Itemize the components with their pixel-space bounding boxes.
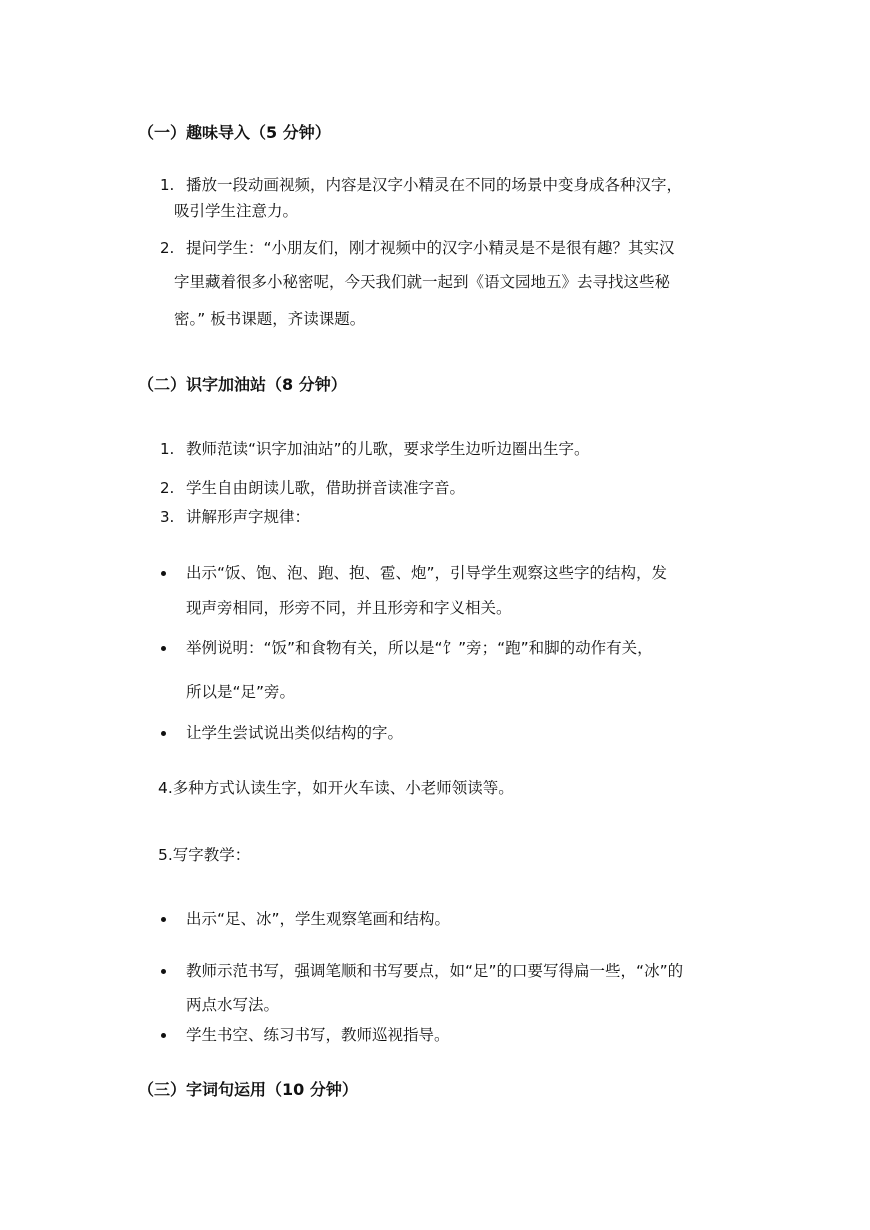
- item-text-line: 字里藏着很多小秘密呢，今天我们就一起到《语文园地五》去寻找这些秘: [174, 273, 671, 291]
- bullet-text-line: 出示“足、冰”，学生观察笔画和结构。: [186, 910, 451, 928]
- item-number: 2.: [160, 239, 175, 257]
- bullet-dot: [161, 969, 166, 974]
- bullet-dot: [161, 571, 166, 576]
- bullet-dot: [161, 917, 166, 922]
- item-text-line: 密。” 板书课题，齐读课题。: [174, 310, 366, 328]
- bullet-text-line: 举例说明：“饭”和食物有关，所以是“饣”旁；“跑”和脚的动作有关，: [186, 639, 653, 657]
- bullet-dot: [161, 731, 166, 736]
- item-text-line: 吸引学生注意力。: [174, 202, 299, 220]
- item-text-line: 播放一段动画视频，内容是汉字小精灵在不同的场景中变身成各种汉字，: [186, 176, 683, 194]
- item-number: 1.: [160, 176, 175, 194]
- item-number: 3.: [160, 508, 175, 526]
- bullet-text-line: 出示“饭、饱、泡、跑、抱、雹、炮”，引导学生观察这些字的结构，发: [186, 564, 668, 582]
- item-5-text: 5.写字教学：: [158, 846, 251, 864]
- item-number: 1.: [160, 440, 175, 458]
- section-heading-2: （二）识字加油站（8 分钟）: [138, 375, 347, 394]
- item-text-line: 提问学生：“小朋友们，刚才视频中的汉字小精灵是不是很有趣？其实汉: [186, 239, 675, 257]
- section-heading-1: （一）趣味导入（5 分钟）: [138, 123, 331, 142]
- bullet-text-line: 教师示范书写，强调笔顺和书写要点，如“足”的口要写得扁一些，“冰”的: [186, 962, 684, 980]
- item-text-line: 教师范读“识字加油站”的儿歌，要求学生边听边圈出生字。: [186, 440, 590, 458]
- bullet-text-line: 让学生尝试说出类似结构的字。: [186, 724, 404, 742]
- bullet-text-line: 两点水写法。: [186, 996, 280, 1014]
- section-heading-3: （三）字词句运用（10 分钟）: [138, 1080, 358, 1099]
- bullet-dot: [161, 646, 166, 651]
- bullet-dot: [161, 1033, 166, 1038]
- item-text-line: 学生自由朗读儿歌，借助拼音读准字音。: [186, 479, 466, 497]
- item-number: 2.: [160, 479, 175, 497]
- item-4-text: 4.多种方式认读生字，如开火车读、小老师领读等。: [158, 779, 514, 797]
- bullet-text-line: 所以是“足”旁。: [186, 683, 296, 701]
- bullet-text-line: 现声旁相同，形旁不同，并且形旁和字义相关。: [186, 599, 512, 617]
- bullet-text-line: 学生书空、练习书写，教师巡视指导。: [186, 1026, 450, 1044]
- item-text-line: 讲解形声字规律：: [186, 508, 311, 526]
